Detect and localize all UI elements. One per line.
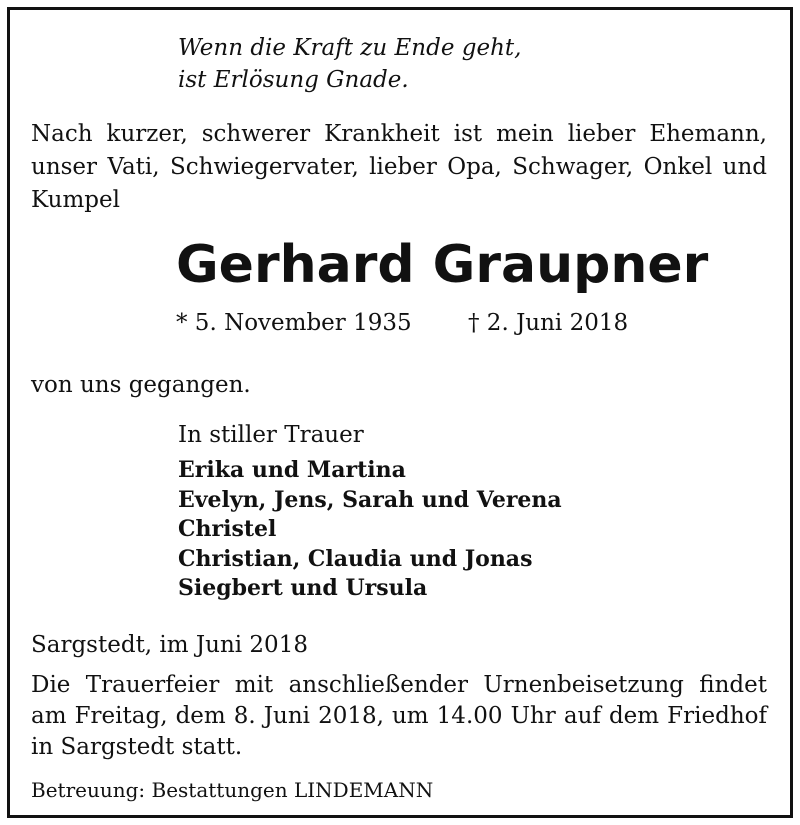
place-date: Sargstedt, im Juni 2018 bbox=[31, 632, 308, 658]
deceased-name: Gerhard Graupner bbox=[176, 235, 709, 295]
obituary-card bbox=[7, 7, 793, 818]
motto bbox=[178, 32, 521, 96]
funeral-home-credit: Betreuung: Bestattungen LINDEMANN bbox=[31, 778, 434, 802]
mourners-list bbox=[178, 456, 562, 604]
mourner-entry: Erika und Martina bbox=[178, 457, 406, 483]
mourner-entry: Christian, Claudia und Jonas bbox=[178, 545, 533, 572]
birth-date: * 5. November 1935 bbox=[176, 310, 412, 336]
passed-text: von uns gegangen. bbox=[31, 372, 251, 398]
intro-text: Nach kurzer, schwerer Krankheit ist mein lieber Ehemann, unser Vati, Schwiegervater, lieber Opa, Schwager, Onkel und Kumpel bbox=[31, 121, 767, 213]
death-date: † 2. Juni 2018 bbox=[468, 310, 629, 336]
mourner-entry: Siegbert und Ursula bbox=[178, 575, 428, 601]
motto-line-1: Wenn die Kraft zu Ende geht, bbox=[178, 35, 522, 61]
mourner-entry: Christel bbox=[178, 516, 277, 542]
mourner-entry: Evelyn, Jens, Sarah und Verena bbox=[178, 486, 562, 513]
service-text: Die Trauerfeier mit anschließender Urnenbeisetzung findet am Freitag, dem 8. Juni 2018, um 14.00 Uhr auf dem Friedhof in Sargstedt statt. bbox=[31, 672, 767, 760]
obituary-content bbox=[10, 10, 790, 815]
life-dates bbox=[176, 308, 629, 338]
motto-line-2: ist Erlösung Gnade. bbox=[178, 67, 409, 93]
mourning-label: In stiller Trauer bbox=[178, 422, 364, 448]
